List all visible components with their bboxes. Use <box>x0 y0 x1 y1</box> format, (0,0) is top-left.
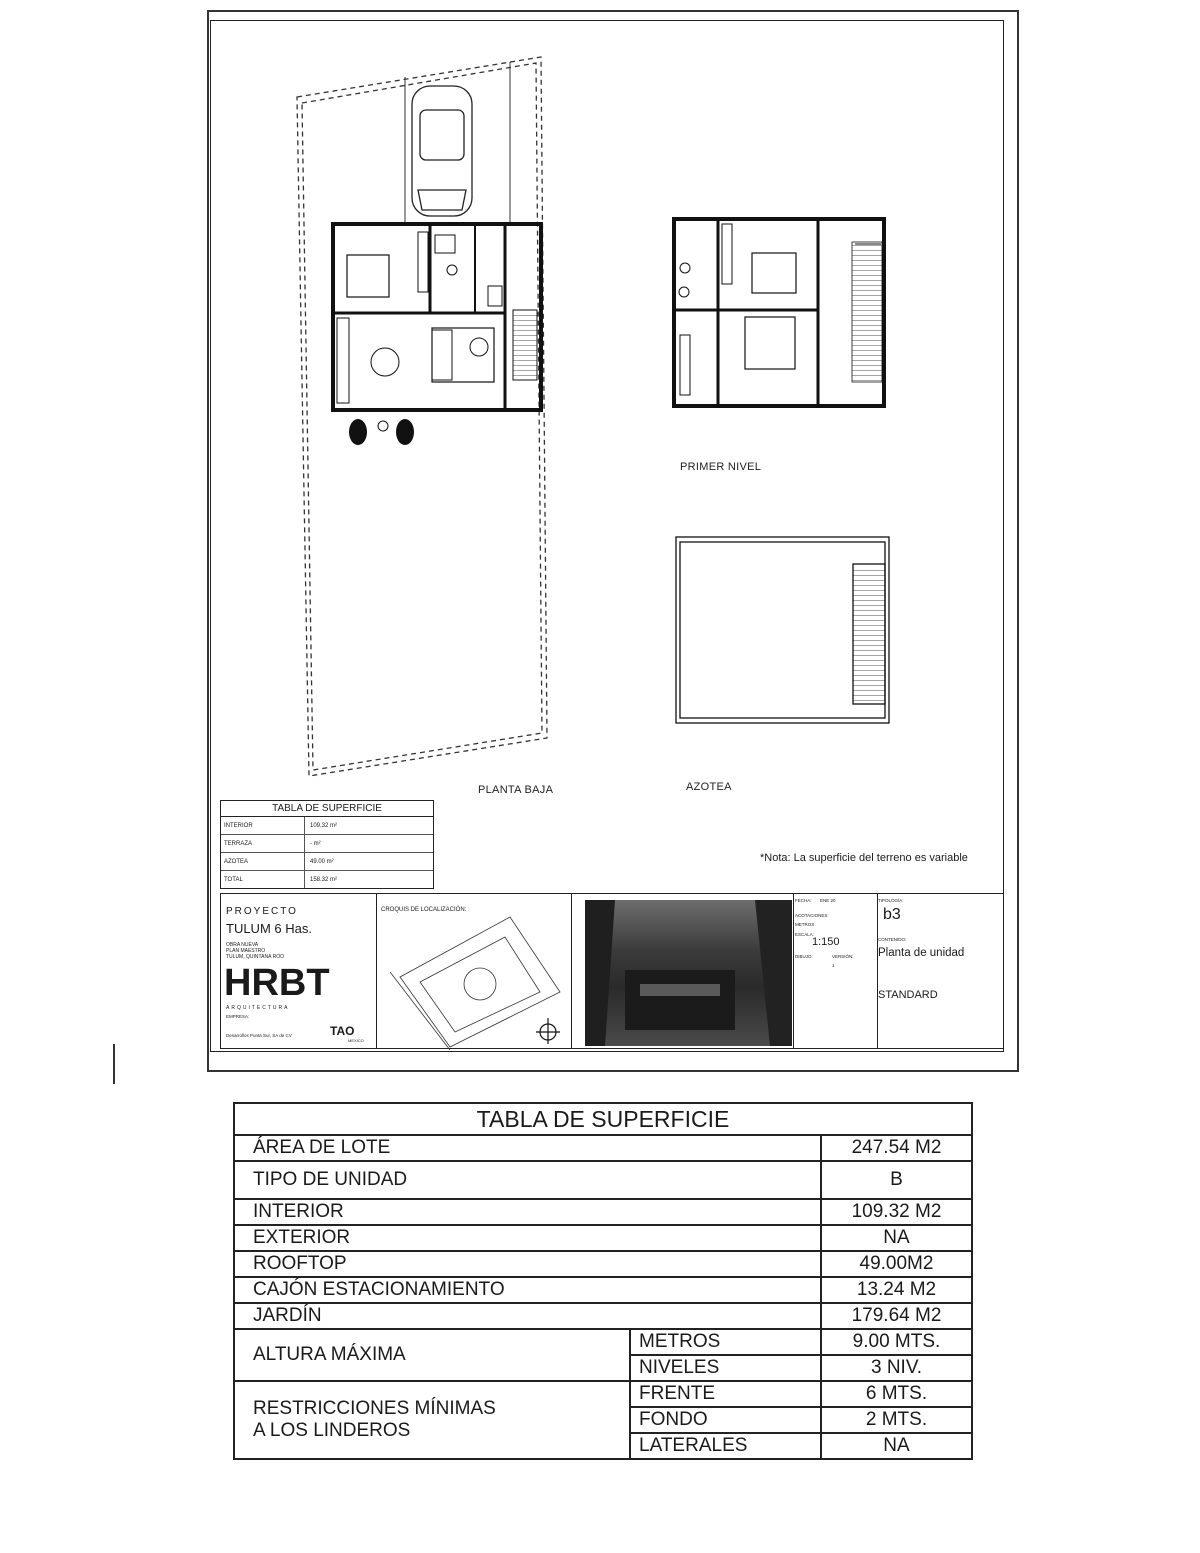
rendering-photo <box>585 900 792 1046</box>
row-label: TERRAZA <box>221 835 305 852</box>
surface-table <box>233 1102 973 1460</box>
niveles-label: NIVELES <box>630 1355 821 1381</box>
label-planta-baja: PLANTA BAJA <box>478 784 554 796</box>
escala-value: 1:150 <box>812 936 840 948</box>
metros-value: 9.00 MTS. <box>821 1329 972 1355</box>
row-label: ROOFTOP <box>234 1251 821 1277</box>
fecha-value: ENE 20 <box>820 898 836 903</box>
frente-value: 6 MTS. <box>821 1381 972 1407</box>
row-label: EXTERIOR <box>234 1225 821 1251</box>
terrain-note: *Nota: La superficie del terreno es variable <box>760 852 968 864</box>
proyecto-sub-line: TULUM, QUINTANA ROO <box>226 954 284 960</box>
proyecto-sub-line: OBRA NUEVA <box>226 942 259 948</box>
row-value: 13.24 M2 <box>821 1277 972 1303</box>
table-row <box>234 1329 972 1355</box>
divider <box>571 894 572 1048</box>
divider <box>793 894 794 1048</box>
niveles-value: 3 NIV. <box>821 1355 972 1381</box>
table-row <box>234 1199 972 1225</box>
acotaciones-label: ACOTACIONES: <box>795 913 829 918</box>
proyecto-sub-line: PLAN MAESTRO <box>226 948 266 954</box>
scan-mark <box>113 1044 115 1084</box>
small-surface-table <box>220 800 434 889</box>
row-value: 109.32 m² <box>310 822 338 829</box>
fecha-label: FECHA: <box>795 898 812 903</box>
row-label: JARDÍN <box>234 1303 821 1329</box>
divider <box>376 894 377 1048</box>
row-value: NA <box>821 1225 972 1251</box>
version-value: 1 <box>832 963 835 968</box>
small-table-title: TABLA DE SUPERFICIE <box>221 801 433 817</box>
row-value: 109.32 M2 <box>821 1199 972 1225</box>
croquis-label: CROQUIS DE LOCALIZACIÓN: <box>381 907 467 913</box>
version-label: VERSIÓN: <box>832 954 854 959</box>
tao-sub: MEXICO <box>348 1038 364 1043</box>
acotaciones-value: METROS <box>795 922 815 927</box>
contenido-label: CONTENIDO: <box>878 937 907 942</box>
row-value: 179.64 M2 <box>821 1303 972 1329</box>
table-row <box>221 817 433 835</box>
row-label: INTERIOR <box>234 1199 821 1225</box>
row-label: TIPO DE UNIDAD <box>234 1161 821 1199</box>
restricciones-label <box>234 1381 630 1459</box>
table-row <box>234 1161 972 1199</box>
escala-label: ESCALA: <box>795 932 815 937</box>
location-map <box>390 912 565 1052</box>
table-row <box>234 1225 972 1251</box>
contenido-value: Planta de unidad <box>878 947 965 959</box>
table-header-row <box>234 1103 972 1135</box>
row-label: TOTAL <box>221 871 305 888</box>
row-value: 49.00 m² <box>310 858 334 865</box>
row-value: - m² <box>310 840 321 847</box>
table-row <box>234 1381 972 1407</box>
frente-label: FRENTE <box>630 1381 821 1407</box>
label-azotea: AZOTEA <box>686 781 732 793</box>
altura-label: ALTURA MÁXIMA <box>234 1329 630 1381</box>
dibujo-label: DIBUJO: <box>795 954 813 959</box>
restricciones-line-1: RESTRICCIONES MÍNIMAS <box>253 1398 496 1419</box>
row-label: CAJÓN ESTACIONAMIENTO <box>234 1277 821 1303</box>
laterales-label: LATERALES <box>630 1433 821 1459</box>
row-value: 49.00M2 <box>821 1251 972 1277</box>
row-label: AZOTEA <box>221 853 305 870</box>
table-row <box>234 1251 972 1277</box>
restricciones-line-2: A LOS LINDEROS <box>253 1420 411 1441</box>
tipologia-value: b3 <box>883 906 901 923</box>
standard-label: STANDARD <box>878 989 938 1001</box>
tipologia-label: TIPOLOGÍA: <box>878 898 904 903</box>
hrbt-logo: HRBT <box>224 962 330 1004</box>
row-value: 158.32 m² <box>310 876 338 883</box>
row-label: ÁREA DE LOTE <box>234 1135 821 1161</box>
developer-name: Desarrollos Punta Sur, SA de CV <box>226 1033 292 1038</box>
table-row <box>234 1303 972 1329</box>
table-row <box>234 1277 972 1303</box>
table-row <box>221 853 433 871</box>
laterales-value: NA <box>821 1433 972 1459</box>
metros-label: METROS <box>630 1329 821 1355</box>
proyecto-label: PROYECTO <box>226 906 298 917</box>
arquitectura-label: ARQUITECTURA <box>226 1005 290 1011</box>
table-title: TABLA DE SUPERFICIE <box>234 1103 972 1135</box>
tao-logo: TAO <box>330 1024 355 1038</box>
row-label: INTERIOR <box>221 817 305 834</box>
table-row <box>221 835 433 853</box>
fondo-value: 2 MTS. <box>821 1407 972 1433</box>
label-primer-nivel: PRIMER NIVEL <box>680 461 762 473</box>
table-row <box>234 1135 972 1161</box>
divider <box>877 894 878 1048</box>
row-value: 247.54 M2 <box>821 1135 972 1161</box>
proyecto-name: TULUM 6 Has. <box>226 921 312 936</box>
fondo-label: FONDO <box>630 1407 821 1433</box>
empresa-label: EMPRESA: <box>226 1014 250 1019</box>
table-row <box>221 871 433 888</box>
proyecto-subtext <box>226 942 366 960</box>
row-value: B <box>821 1161 972 1199</box>
